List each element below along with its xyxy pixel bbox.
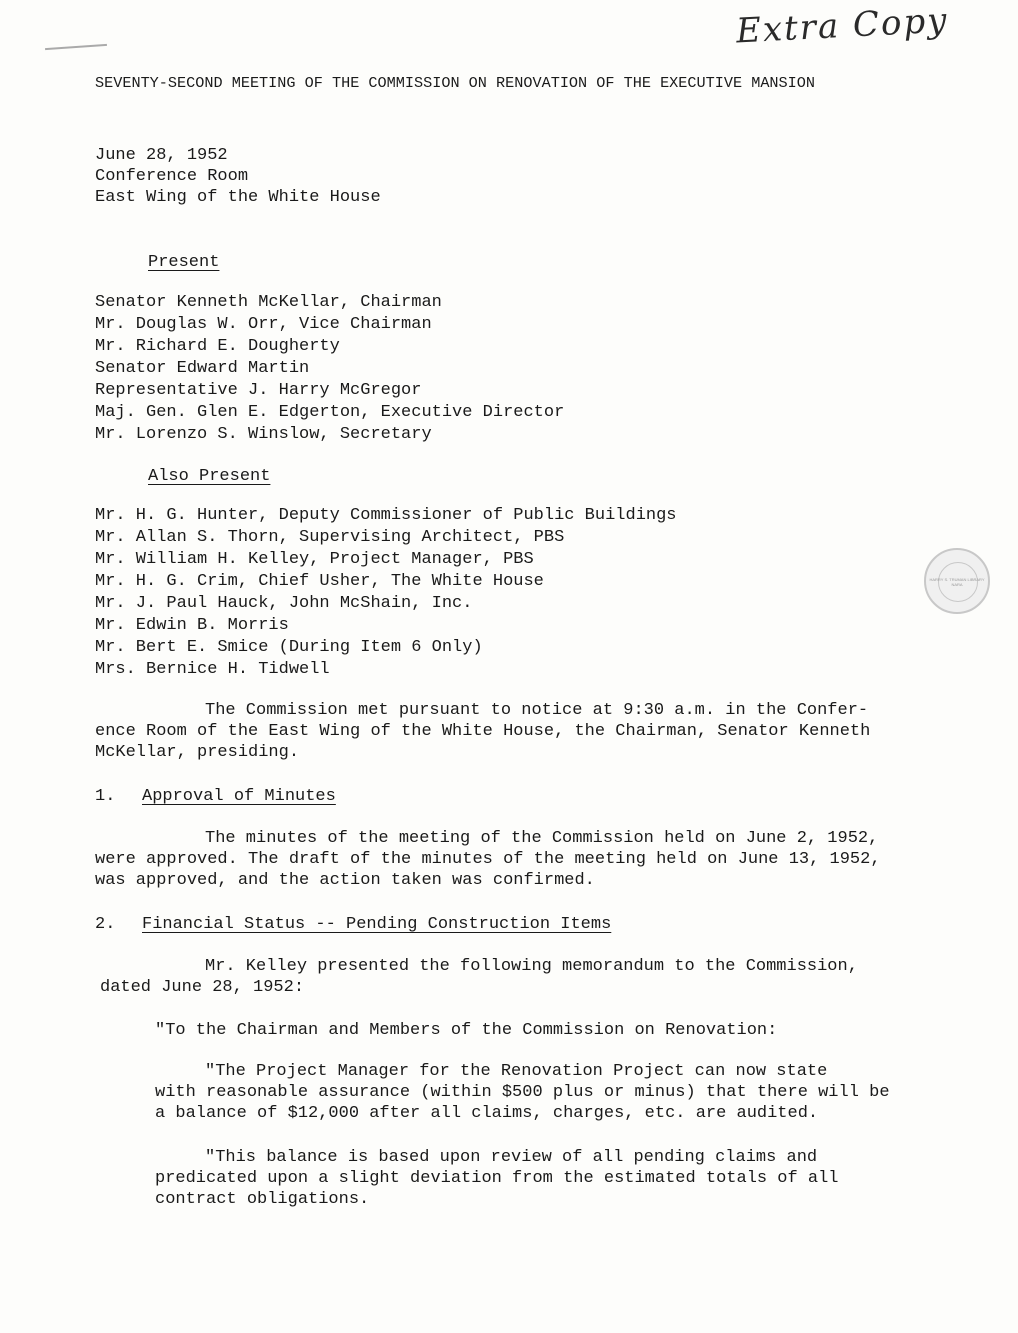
present-member: Senator Edward Martin	[95, 359, 310, 378]
also-present-member: Mr. Edwin B. Morris	[95, 616, 289, 635]
document-title: SEVENTY-SECOND MEETING OF THE COMMISSION ON RENOVATION OF THE EXECUTIVE MANSION	[95, 74, 816, 92]
present-member: Maj. Gen. Glen E. Edgerton, Executive Director	[95, 403, 565, 422]
memo-para2-line: contract obligations.	[155, 1190, 370, 1209]
section1-line: were approved. The draft of the minutes of the meeting held on June 13, 1952,	[95, 850, 881, 869]
present-member: Mr. Douglas W. Orr, Vice Chairman	[95, 315, 432, 334]
section-heading: Financial Status -- Pending Construction Items	[142, 915, 612, 934]
section-number: 2.	[95, 915, 116, 934]
meeting-date: June 28, 1952	[95, 146, 228, 165]
section2-line: dated June 28, 1952:	[100, 978, 305, 997]
intro-line: McKellar, presiding.	[95, 743, 300, 762]
memo-para2-line: predicated upon a slight deviation from the estimated totals of all	[155, 1169, 839, 1188]
also-present-member: Mrs. Bernice H. Tidwell	[95, 660, 330, 679]
present-heading: Present	[148, 253, 220, 272]
also-present-member: Mr. H. G. Hunter, Deputy Commissioner of Public Buildings	[95, 506, 677, 525]
pencil-mark	[45, 44, 107, 50]
present-member: Representative J. Harry McGregor	[95, 381, 422, 400]
section1-line: was approved, and the action taken was confirmed.	[95, 871, 595, 890]
present-member: Mr. Lorenzo S. Winslow, Secretary	[95, 425, 432, 444]
meeting-room: Conference Room	[95, 167, 249, 186]
also-present-member: Mr. William H. Kelley, Project Manager, PBS	[95, 550, 534, 569]
handwritten-note: Extra Copy	[735, 0, 950, 52]
memo-para1-line: "The Project Manager for the Renovation Project can now state	[205, 1062, 828, 1081]
section-number: 1.	[95, 787, 116, 806]
also-present-member: Mr. H. G. Crim, Chief Usher, The White House	[95, 572, 544, 591]
memo-salutation: "To the Chairman and Members of the Commission on Renovation:	[155, 1021, 778, 1040]
memo-para1-line: with reasonable assurance (within $500 plus or minus) that there will be	[155, 1083, 890, 1102]
intro-line: ence Room of the East Wing of the White House, the Chairman, Senator Kenneth	[95, 722, 871, 741]
library-stamp	[924, 548, 990, 614]
present-member: Senator Kenneth McKellar, Chairman	[95, 293, 442, 312]
also-present-member: Mr. J. Paul Hauck, John McShain, Inc.	[95, 594, 473, 613]
stamp-text: HARRY S. TRUMAN LIBRARY NARA	[929, 577, 985, 587]
also-present-member: Mr. Allan S. Thorn, Supervising Architect, PBS	[95, 528, 565, 547]
present-member: Mr. Richard E. Dougherty	[95, 337, 340, 356]
memo-para2-line: "This balance is based upon review of all pending claims and	[205, 1148, 818, 1167]
section1-line: The minutes of the meeting of the Commission held on June 2, 1952,	[205, 829, 879, 848]
memo-para1-line: a balance of $12,000 after all claims, charges, etc. are audited.	[155, 1104, 819, 1123]
intro-line: The Commission met pursuant to notice at 9:30 a.m. in the Confer-	[205, 701, 869, 720]
also-present-member: Mr. Bert E. Smice (During Item 6 Only)	[95, 638, 483, 657]
also-present-heading: Also Present	[148, 467, 271, 486]
meeting-location: East Wing of the White House	[95, 188, 381, 207]
section2-line: Mr. Kelley presented the following memorandum to the Commission,	[205, 957, 858, 976]
section-heading: Approval of Minutes	[142, 787, 336, 806]
